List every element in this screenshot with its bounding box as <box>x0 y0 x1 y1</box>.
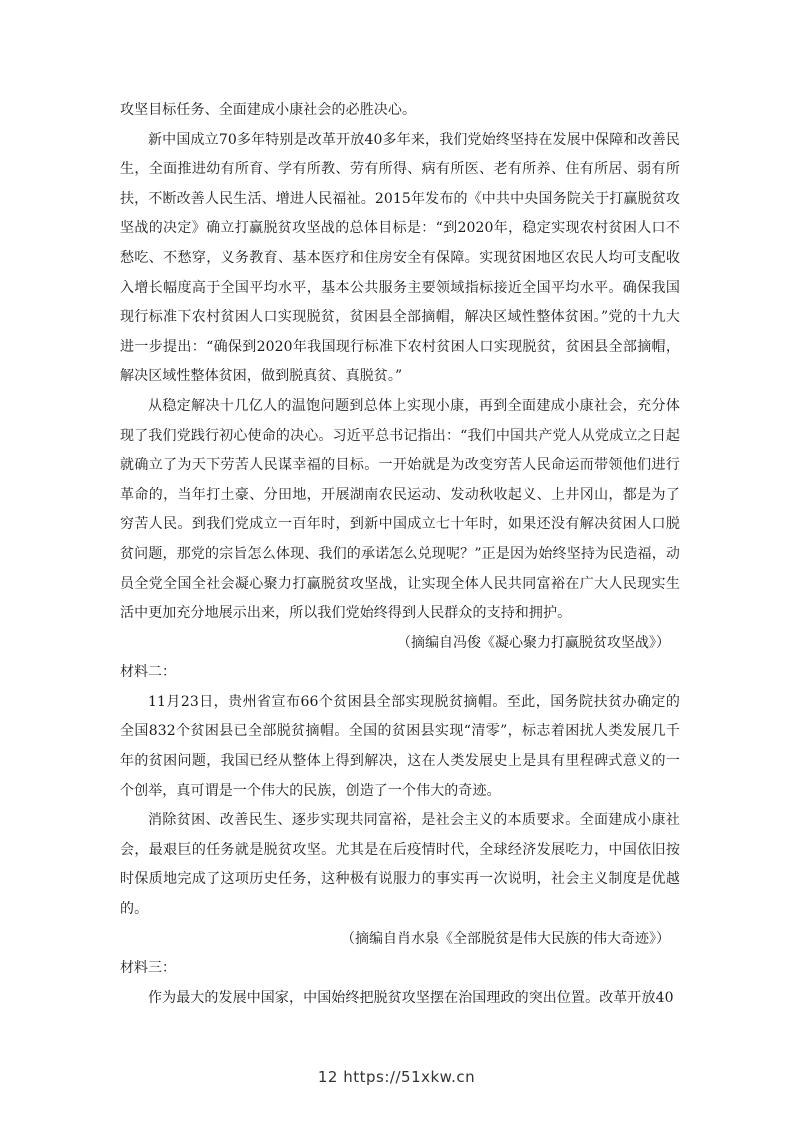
footer-url[interactable]: https://51xkw.cn <box>343 1068 476 1086</box>
paragraph-poverty-goal: 新中国成立70多年特别是改革开放40多年来，我们党始终坚持在发展中保障和改善民生，全面推进幼有所育、学有所教、劳有所得、病有所医、老有所养、住有所居、弱有所扶，不断改善人民生活、增进人民福祉。2015年发布的《中共中央国务院关于打赢脱贫攻坚战的决定》确立打赢脱贫攻坚战的总体目标是：“到2020年，稳定实现农村贫困人口不愁吃、不愁穿，义务教育、基本医疗和住房安全有保障。实现贫困地区农民人均可支配收入增长幅度高于全国平均水平，基本公共服务主要领域指标接近全国平均水平。确保我国现行标准下农村贫困人口实现脱贫，贫困县全部摘帽，解决区域性整体贫困。”党的十九大进一步提出：“确保到2020年我国现行标准下农村贫困人口实现脱贫，贫困县全部摘帽，解决区域性整体贫困，做到脱真贫、真脱贫。” <box>120 131 680 385</box>
paragraph-continued: 攻坚目标任务、全面建成小康社会的必胜决心。 <box>120 102 417 118</box>
paragraph-socialism: 消除贫困、改善民生、逐步实现共同富裕，是社会主义的本质要求。全面建成小康社会，最艰巨的任务就是脱贫攻坚。尤其是在后疫情时代，全球经济发展吃力，中国依旧按时保质地完成了这项历史任务，这种极有说服力的事实再一次说明，社会主义制度是优越的。 <box>120 812 680 918</box>
paragraph-developing-country: 作为最大的发展中国家，中国始终把脱贫攻坚摆在治国理政的突出位置。改革开放40 <box>148 989 674 1006</box>
paragraph-guizhou: 11月23日，贵州省宣布66个贫困县全部实现脱贫摘帽。至此，国务院扶贫办确定的全国832个贫困县已全部脱贫摘帽。全国的贫困县实现“清零”，标志着困扰人类发展几千年的贫困问题，我国已经从整体上得到解决，这在人类发展史上是具有里程碑式意义的一个创举，真可谓是一个伟大的民族，创造了一个伟大的奇迹。 <box>120 693 680 799</box>
source-citation-1: （摘编自冯俊《凝心聚力打赢脱贫攻坚战》） <box>397 634 670 651</box>
page-number: 12 <box>317 1068 338 1086</box>
page-footer <box>0 1068 793 1086</box>
paragraph-party-mission: 从稳定解决十几亿人的温饱问题到总体上实现小康，再到全面建成小康社会，充分体现了我们党践行初心使命的决心。习近平总书记指出：“我们中国共产党人从党成立之日起就确立了为天下劳苦人民谋幸福的目标。一开始就是为改变穷苦人民命运而带领他们进行革命的，当年打土豪、分田地，开展湖南农民运动、发动秋收起义、上井冈山，都是为了穷苦人民。到我们党成立一百年时，到新中国成立七十年时，如果还没有解决贫困人口脱贫问题，那党的宗旨怎么体现、我们的承诺怎么兑现呢？”正是因为始终坚持为民造福，动员全党全国全社会凝心聚力打赢脱贫攻坚战，让实现全体人民共同富裕在广大人民现实生活中更加充分地展示出来，所以我们党始终得到人民群众的支持和拥护。 <box>120 397 680 622</box>
material-three-heading: 材料三： <box>120 960 176 977</box>
document-body <box>120 96 680 1013</box>
source-citation-2: （摘编自肖水泉《全部脱贫是伟大民族的伟大奇迹》） <box>341 930 670 947</box>
material-two-heading: 材料二： <box>120 664 176 681</box>
